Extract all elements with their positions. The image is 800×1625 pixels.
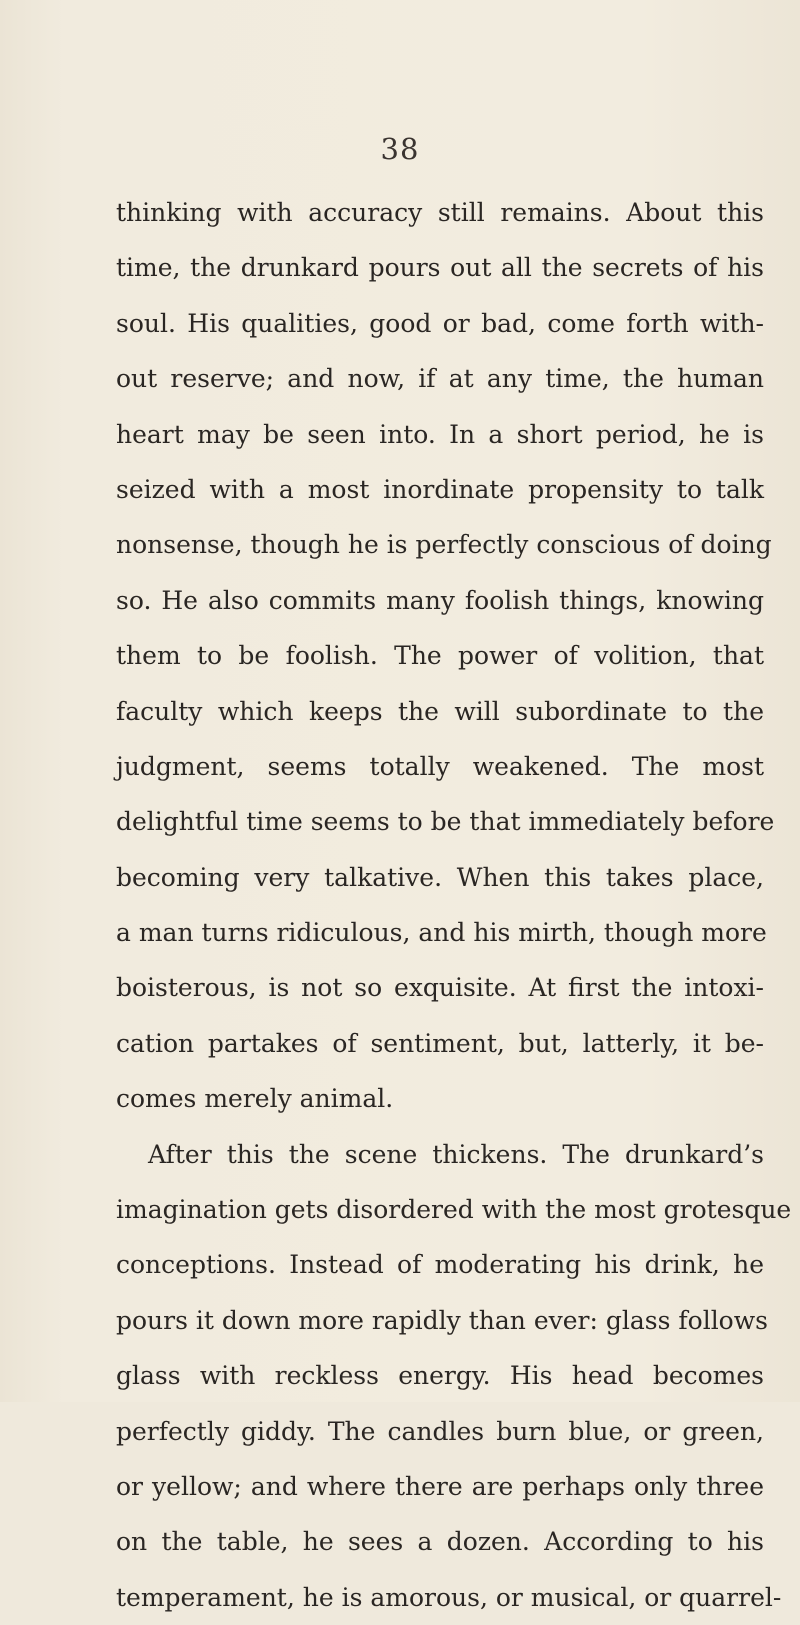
text-line: imagination gets disordered with the most grotesque: [116, 1195, 792, 1225]
text-line: judgment, seems totally weakened. The most: [116, 751, 764, 781]
text-line: comes merely animal.: [116, 1084, 394, 1114]
body-text: [116, 185, 792, 1625]
text-line: boisterous, is not so exquisite. At first the intoxi-: [116, 973, 764, 1003]
text-line: glass with reckless energy. His head becomes: [116, 1361, 764, 1391]
text-line: thinking with accuracy still remains. About this: [116, 198, 764, 227]
text-line: so. He also commits many foolish things, knowing: [116, 585, 764, 615]
text-line: out reserve; and now, if at any time, the human: [116, 364, 764, 394]
text-line: temperament, he is amorous, or musical, or quarrel-: [116, 1582, 782, 1612]
text-line: pours it down more rapidly than ever: glass follows: [116, 1305, 768, 1335]
text-line: time, the drunkard pours out all the secrets of his: [116, 253, 764, 283]
text-line: a man turns ridiculous, and his mirth, though more: [116, 918, 767, 948]
text-line: seized with a most inordinate propensity to talk: [116, 474, 764, 504]
text-line: cation partakes of sentiment, but, latterly, it be-: [116, 1028, 764, 1058]
text-line: becoming very talkative. When this takes place,: [116, 862, 764, 892]
text-line: After this the scene thickens. The drunkard’s: [148, 1139, 764, 1169]
text-line: conceptions. Instead of moderating his drink, he: [116, 1250, 764, 1280]
text-line: faculty which keeps the will subordinate to the: [116, 696, 764, 726]
text-line: on the table, he sees a dozen. According to his: [116, 1527, 764, 1557]
text-line: heart may be seen into. In a short period, he is: [116, 419, 764, 449]
text-line: soul. His qualities, good or bad, come forth with-: [116, 308, 764, 338]
text-line: perfectly giddy. The candles burn blue, or green,: [116, 1416, 764, 1446]
text-line: delightful time seems to be that immediately before: [116, 807, 775, 837]
page-number: 38: [380, 132, 420, 166]
text-line: nonsense, though he is perfectly conscious of doing: [116, 530, 772, 560]
text-line: them to be foolish. The power of volition, that: [116, 641, 764, 671]
text-line: or yellow; and where there are perhaps only three: [116, 1471, 764, 1501]
